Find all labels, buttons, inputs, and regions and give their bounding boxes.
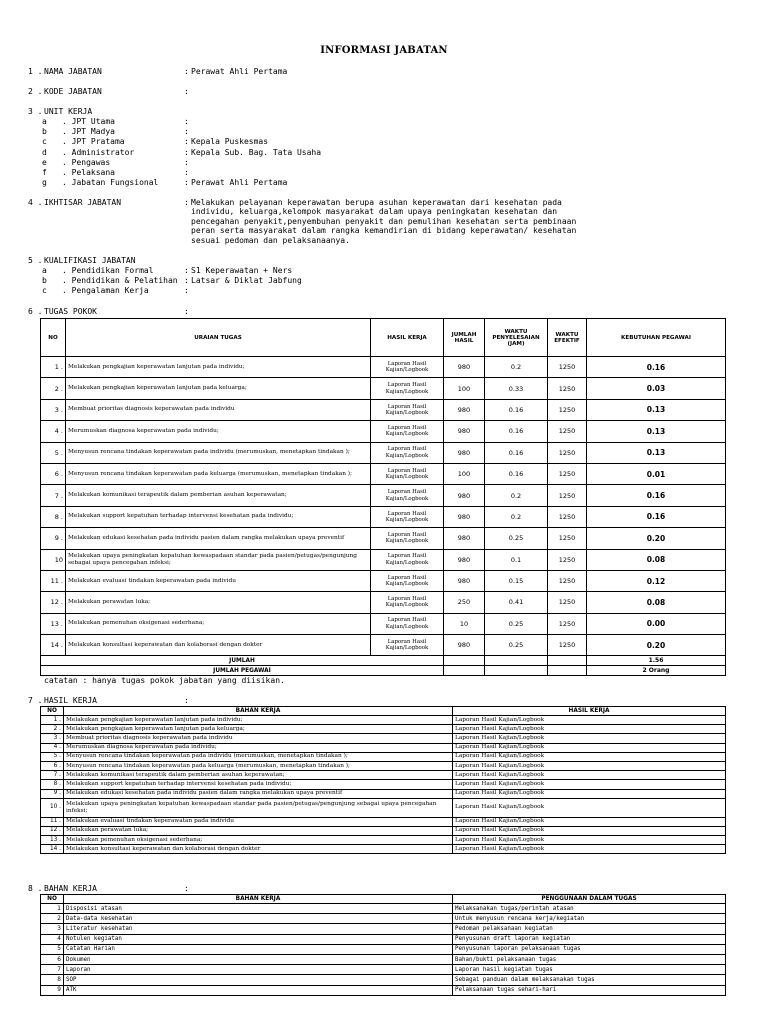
sub-item-letter: g: [42, 178, 47, 188]
uraian-tugas: Melakukan upaya peningkatan kepatuhan kewaspadaan standar pada pasien/petugas/pengunjung sebagai upaya pencegahan infeksi;: [66, 549, 371, 570]
hasil-kerja: Laporan Hasil Kajian/Logbook: [371, 378, 444, 399]
row-number: 4 .: [41, 743, 64, 752]
table-row: [41, 399, 726, 420]
jumlah-hasil: 10: [444, 613, 485, 634]
uraian-tugas: Membuat prioritas diagnosis keperawatan pada individu: [66, 399, 371, 420]
table-row: [41, 613, 726, 634]
jumlah-pegawai-value: 2 Orang: [587, 666, 726, 676]
bahan-kerja: Melakukan konsultasi keperawatan dan kolaborasi dengan dokter: [64, 845, 453, 854]
table-row: [41, 528, 726, 549]
col-header-bahan: BAHAN KERJA: [64, 707, 453, 716]
section-label: KODE JABATAN: [44, 87, 102, 96]
row-number: 12 .: [41, 826, 64, 835]
row-number: 12 .: [41, 592, 66, 613]
colon: :: [184, 198, 189, 207]
table-row: [41, 924, 726, 934]
bahan-kerja: Menyusun rencana tindakan keperawatan pada individu (merumuskan, menetapkan tindakan );: [64, 752, 453, 761]
kebutuhan-pegawai: 0.08: [587, 549, 726, 570]
bahan-kerja: Literatur kesehatan: [64, 924, 453, 934]
kebutuhan-pegawai: 0.16: [587, 506, 726, 527]
sub-item-value: Perawat Ahli Pertama: [191, 178, 288, 188]
penggunaan-tugas: Penyusunan laporan pelaksanaan tugas: [453, 944, 726, 954]
table-row: [41, 780, 726, 789]
waktu-penyelesaian: 0.2: [485, 357, 548, 378]
section-number: 5 .: [28, 256, 43, 265]
row-number: 1: [41, 904, 64, 914]
waktu-efektif: 1250: [548, 506, 587, 527]
waktu-penyelesaian: 0.25: [485, 528, 548, 549]
colon: :: [184, 117, 189, 126]
uraian-tugas: Melakukan pemenuhan oksigenasi sederhana;: [66, 613, 371, 634]
jumlah-hasil: 980: [444, 635, 485, 656]
col-header-waktu: WAKTU PENYELESAIAN (JAM): [485, 319, 548, 357]
row-number: 9: [41, 985, 64, 995]
document-title: INFORMASI JABATAN: [320, 45, 448, 56]
hasil-kerja: Laporan Hasil Kajian/Logbook: [453, 789, 726, 798]
row-number: 13 .: [41, 836, 64, 845]
table-row: [41, 463, 726, 484]
row-number: 5: [41, 944, 64, 954]
empty-cell: [548, 656, 587, 666]
uraian-tugas: Melakukan komunikasi terapeutik dalam pemberian asuhan keperawatan;: [66, 485, 371, 506]
penggunaan-tugas: Pelaksanaan tugas sehari-hari: [453, 985, 726, 995]
bahan-kerja: Melakukan support kepatuhan terhadap intervensi kesehatan pada individu;: [64, 780, 453, 789]
section-number: 2 .: [28, 87, 43, 96]
uraian-tugas: Menyusun rencana tindakan keperawatan pada keluarga (merumuskan, menetapkan tindakan );: [66, 463, 371, 484]
penggunaan-tugas: Penyusunan draft laporan kegiatan: [453, 934, 726, 944]
waktu-efektif: 1250: [548, 442, 587, 463]
row-number: 7 .: [41, 485, 66, 506]
waktu-efektif: 1250: [548, 592, 587, 613]
uraian-tugas: Melakukan perawatan luka;: [66, 592, 371, 613]
bahan-kerja: Merumuskan diagnosa keperawatan pada individu;: [64, 743, 453, 752]
uraian-tugas: Melakukan pengkajian keperawatan lanjutan pada individu;: [66, 357, 371, 378]
sub-item-value: Latsar & Diklat Jabfung: [191, 276, 302, 286]
kebutuhan-pegawai: 0.13: [587, 399, 726, 420]
jumlah-hasil: 100: [444, 378, 485, 399]
jumlah-hasil: 980: [444, 506, 485, 527]
hasil-kerja: Laporan Hasil Kajian/Logbook: [453, 817, 726, 826]
waktu-penyelesaian: 0.25: [485, 635, 548, 656]
bahan-kerja: Melakukan evaluasi tindakan keperawatan pada individu: [64, 817, 453, 826]
uraian-tugas: Melakukan pengkajian keperawatan lanjutan pada keluarga;: [66, 378, 371, 399]
bahan-kerja-table: [40, 894, 726, 996]
section-number: 8 .: [28, 884, 43, 893]
penggunaan-tugas: Laporan hasil kegiatan tugas: [453, 965, 726, 975]
hasil-kerja-table: [40, 706, 726, 854]
uraian-tugas: Melakukan support kepatuhan terhadap intervensi kesehatan pada individu;: [66, 506, 371, 527]
waktu-penyelesaian: 0.41: [485, 592, 548, 613]
row-number: 4: [41, 934, 64, 944]
row-number: 14 .: [41, 635, 66, 656]
ikhtisar-text: Melakukan pelayanan keperawatan berupa asuhan keperawatan dari kesehatan pada individu, keluarga,kelompok masyarakat dalam upaya peningkatan kesehatan dan pencegahan penyakit,penyembuhan penyakit dan pemulihan kesehatan serta pembinaan peran serta masyarakat dalam rangka kemandirian di bidang keperawatan/ kesehatan sesuai pedoman dan pelaksanaanya.: [191, 198, 577, 245]
row-number: 2: [41, 914, 64, 924]
bahan-kerja: Melakukan pemenuhan oksigenasi sederhana;: [64, 836, 453, 845]
penggunaan-tugas: Pedoman pelaksanaan kegiatan: [453, 924, 726, 934]
bahan-kerja: Menyusun rencana tindakan keperawatan pada keluarga (merumuskan, menetapkan tindakan );: [64, 761, 453, 770]
table-row: [41, 549, 726, 570]
waktu-efektif: 1250: [548, 399, 587, 420]
colon: :: [184, 178, 189, 188]
colon: :: [184, 127, 189, 137]
row-number: 11 .: [41, 817, 64, 826]
row-number: 7 .: [41, 771, 64, 780]
bahan-kerja: Disposisi atasan: [64, 904, 453, 914]
table-row: [41, 771, 726, 780]
section-label: KUALIFIKASI JABATAN: [44, 256, 136, 265]
uraian-tugas: Melakukan edukasi kesehatan pada individu pasien dalam rangka melakukan upaya preventif: [66, 528, 371, 549]
row-number: 8: [41, 975, 64, 985]
jumlah-label: JUMLAH: [41, 656, 444, 666]
sub-item-value: S1 Keperawatan + Ners: [191, 266, 293, 275]
sub-item-label: . Pengalaman Kerja: [62, 286, 149, 296]
table-row: [41, 836, 726, 845]
hasil-kerja: Laporan Hasil Kajian/Logbook: [453, 725, 726, 734]
colon: :: [184, 286, 189, 296]
jumlah-row: [41, 656, 726, 666]
hasil-kerja: Laporan Hasil Kajian/Logbook: [371, 592, 444, 613]
waktu-efektif: 1250: [548, 357, 587, 378]
hasil-kerja: Laporan Hasil Kajian/Logbook: [371, 613, 444, 634]
table-row: [41, 725, 726, 734]
hasil-kerja: Laporan Hasil Kajian/Logbook: [371, 570, 444, 591]
sub-item-letter: c: [42, 137, 47, 147]
colon: :: [184, 147, 189, 157]
jumlah-hasil: 980: [444, 485, 485, 506]
col-header-no: NO: [41, 707, 64, 716]
hasil-kerja: Laporan Hasil Kajian/Logbook: [371, 549, 444, 570]
row-number: 7: [41, 965, 64, 975]
sub-item-letter: e: [42, 157, 47, 167]
hasil-kerja: Laporan Hasil Kajian/Logbook: [453, 826, 726, 835]
sub-item-value: Kepala Sub. Bag. Tata Usaha: [191, 147, 322, 157]
penggunaan-tugas: Untuk menyusun rencana kerja/kegiatan: [453, 914, 726, 924]
penggunaan-tugas: Melaksanakan tugas/perintah atasan: [453, 904, 726, 914]
bahan-kerja: Data-data kesehatan: [64, 914, 453, 924]
jumlah-pegawai-row: [41, 666, 726, 676]
row-number: 2 .: [41, 725, 64, 734]
sub-item-label: . JPT Utama: [62, 117, 115, 126]
sub-item-letter: f: [42, 168, 47, 177]
jumlah-hasil: 250: [444, 592, 485, 613]
empty-cell: [485, 666, 548, 676]
row-number: 5 .: [41, 752, 64, 761]
row-number: 3: [41, 924, 64, 934]
jumlah-hasil: 100: [444, 463, 485, 484]
col-header-jumlah: JUMLAH HASIL: [444, 319, 485, 357]
section-label: UNIT KERJA: [44, 107, 93, 116]
kebutuhan-pegawai: 0.01: [587, 463, 726, 484]
hasil-kerja: Laporan Hasil Kajian/Logbook: [371, 635, 444, 656]
table-row: [41, 845, 726, 854]
hasil-kerja: Laporan Hasil Kajian/Logbook: [453, 771, 726, 780]
hasil-kerja: Laporan Hasil Kajian/Logbook: [371, 357, 444, 378]
empty-cell: [548, 666, 587, 676]
table-row: [41, 485, 726, 506]
bahan-kerja: Catatan Harian: [64, 944, 453, 954]
col-header-no: NO: [41, 319, 66, 357]
sub-item-label: . Pelaksana: [62, 168, 115, 177]
table-row: [41, 752, 726, 761]
row-number: 8 .: [41, 780, 64, 789]
colon: :: [184, 87, 189, 96]
section-number: 7 .: [28, 696, 43, 705]
section-label: TUGAS POKOK: [44, 307, 97, 316]
table-row: [41, 506, 726, 527]
empty-cell: [485, 656, 548, 666]
col-header-kebutuhan: KEBUTUHAN PEGAWAI: [587, 319, 726, 357]
tugas-pokok-table: [40, 318, 726, 676]
waktu-penyelesaian: 0.16: [485, 421, 548, 442]
row-number: 1 .: [41, 716, 64, 725]
row-number: 3 .: [41, 734, 64, 743]
jumlah-pegawai-label: JUMLAH PEGAWAI: [41, 666, 444, 676]
table-row: [41, 761, 726, 770]
sub-item-letter: d: [42, 147, 47, 157]
kebutuhan-pegawai: 0.03: [587, 378, 726, 399]
table-row: [41, 954, 726, 964]
table-row: [41, 798, 726, 817]
row-number: 13 .: [41, 613, 66, 634]
uraian-tugas: Melakukan konsultasi keperawatan dan kolaborasi dengan dokter: [66, 635, 371, 656]
hasil-kerja: Laporan Hasil Kajian/Logbook: [453, 743, 726, 752]
waktu-efektif: 1250: [548, 378, 587, 399]
table-row: [41, 975, 726, 985]
sub-item-label: . Pendidikan & Pelatihan: [62, 276, 178, 286]
bahan-kerja: ATK: [64, 985, 453, 995]
sub-item-label: . Jabatan Fungsional: [62, 178, 159, 188]
jumlah-hasil: 980: [444, 549, 485, 570]
row-number: 6: [41, 954, 64, 964]
table-row: [41, 734, 726, 743]
waktu-penyelesaian: 0.2: [485, 506, 548, 527]
table-row: [41, 789, 726, 798]
colon: :: [184, 168, 189, 177]
sub-item-label: . JPT Madya: [62, 127, 115, 137]
section-number: 4 .: [28, 198, 43, 207]
row-number: 6 .: [41, 761, 64, 770]
waktu-penyelesaian: 0.15: [485, 570, 548, 591]
kebutuhan-pegawai: 0.13: [587, 421, 726, 442]
row-number: 2 .: [41, 378, 66, 399]
section-label: IKHTISAR JABATAN: [44, 198, 122, 207]
bahan-kerja: Notulen kegiatan: [64, 934, 453, 944]
bahan-kerja: Melakukan pengkajian keperawatan lanjutan pada keluarga;: [64, 725, 453, 734]
sub-item-letter: a: [42, 117, 47, 126]
hasil-kerja: Laporan Hasil Kajian/Logbook: [371, 506, 444, 527]
table-row: [41, 826, 726, 835]
hasil-kerja: Laporan Hasil Kajian/Logbook: [371, 421, 444, 442]
bahan-kerja: Melakukan pengkajian keperawatan lanjutan pada individu;: [64, 716, 453, 725]
empty-cell: [444, 656, 485, 666]
hasil-kerja: Laporan Hasil Kajian/Logbook: [371, 485, 444, 506]
sub-item-letter: a: [42, 266, 47, 275]
colon: :: [184, 67, 189, 76]
jumlah-hasil: 980: [444, 442, 485, 463]
catatan-note: catatan : hanya tugas pokok jabatan yang diisikan.: [44, 676, 285, 685]
uraian-tugas: Melakukan evaluasi tindakan keperawatan pada individu: [66, 570, 371, 591]
colon: :: [184, 266, 189, 275]
hasil-kerja: Laporan Hasil Kajian/Logbook: [371, 463, 444, 484]
bahan-kerja: SOP: [64, 975, 453, 985]
table-row: [41, 421, 726, 442]
table-header-row: [41, 895, 726, 904]
colon: :: [184, 157, 189, 167]
table-row: [41, 965, 726, 975]
hasil-kerja: Laporan Hasil Kajian/Logbook: [453, 798, 726, 817]
waktu-penyelesaian: 0.16: [485, 442, 548, 463]
hasil-kerja: Laporan Hasil Kajian/Logbook: [371, 442, 444, 463]
row-number: 4 .: [41, 421, 66, 442]
sub-item-label: . JPT Pratama: [62, 137, 125, 147]
col-header-efektif: WAKTU EFEKTIF: [548, 319, 587, 357]
col-header-guna: PENGGUNAAN DALAM TUGAS: [453, 895, 726, 904]
waktu-efektif: 1250: [548, 570, 587, 591]
waktu-efektif: 1250: [548, 613, 587, 634]
hasil-kerja: Laporan Hasil Kajian/Logbook: [453, 761, 726, 770]
sub-item-label: . Pengawas: [62, 157, 111, 167]
section-label: BAHAN KERJA: [44, 884, 97, 893]
table-row: [41, 716, 726, 725]
sub-item-letter: b: [42, 276, 47, 286]
table-row: [41, 442, 726, 463]
sub-item-label: . Pendidikan Formal: [62, 266, 154, 275]
col-header-uraian: URAIAN TUGAS: [66, 319, 371, 357]
waktu-efektif: 1250: [548, 485, 587, 506]
row-number: 14 .: [41, 845, 64, 854]
section-number: 6 .: [28, 307, 43, 316]
jumlah-hasil: 980: [444, 399, 485, 420]
bahan-kerja: Dokumen: [64, 954, 453, 964]
waktu-penyelesaian: 0.25: [485, 613, 548, 634]
table-row: [41, 985, 726, 995]
waktu-penyelesaian: 0.16: [485, 399, 548, 420]
waktu-efektif: 1250: [548, 463, 587, 484]
colon: :: [184, 137, 189, 147]
waktu-penyelesaian: 0.16: [485, 463, 548, 484]
col-header-hasil: HASIL KERJA: [371, 319, 444, 357]
sub-item-letter: c: [42, 286, 47, 296]
kebutuhan-pegawai: 0.20: [587, 635, 726, 656]
kebutuhan-pegawai: 0.16: [587, 357, 726, 378]
kebutuhan-pegawai: 0.12: [587, 570, 726, 591]
row-number: 8 .: [41, 506, 66, 527]
sub-item-value: Kepala Puskesmas: [191, 137, 269, 147]
colon: :: [184, 696, 189, 705]
colon: :: [184, 884, 189, 893]
kebutuhan-pegawai: 0.00: [587, 613, 726, 634]
hasil-kerja: Laporan Hasil Kajian/Logbook: [453, 752, 726, 761]
kebutuhan-pegawai: 0.13: [587, 442, 726, 463]
row-number: 5 .: [41, 442, 66, 463]
kebutuhan-pegawai: 0.08: [587, 592, 726, 613]
table-row: [41, 635, 726, 656]
table-row: [41, 914, 726, 924]
colon: :: [184, 276, 189, 286]
waktu-penyelesaian: 0.33: [485, 378, 548, 399]
row-number: 10: [41, 549, 66, 570]
row-number: 9 .: [41, 789, 64, 798]
jumlah-hasil: 980: [444, 421, 485, 442]
table-row: [41, 378, 726, 399]
bahan-kerja: Melakukan edukasi kesehatan pada individu pasien dalam rangka melakukan upaya preventif: [64, 789, 453, 798]
row-number: 10 .: [41, 798, 64, 817]
hasil-kerja: Laporan Hasil Kajian/Logbook: [453, 845, 726, 854]
hasil-kerja: Laporan Hasil Kajian/Logbook: [453, 734, 726, 743]
section-number: 3 .: [28, 107, 43, 116]
waktu-penyelesaian: 0.2: [485, 485, 548, 506]
table-row: [41, 570, 726, 591]
waktu-efektif: 1250: [548, 635, 587, 656]
uraian-tugas: Merumuskan diagnosa keperawatan pada individu;: [66, 421, 371, 442]
table-row: [41, 357, 726, 378]
kebutuhan-pegawai: 0.16: [587, 485, 726, 506]
jumlah-hasil: 980: [444, 528, 485, 549]
table-row: [41, 817, 726, 826]
table-header-row: [41, 707, 726, 716]
row-number: 11 .: [41, 570, 66, 591]
table-row: [41, 934, 726, 944]
bahan-kerja: Melakukan perawatan luka;: [64, 826, 453, 835]
col-header-hasil: HASIL KERJA: [453, 707, 726, 716]
uraian-tugas: Menyusun rencana tindakan keperawatan pada individu (merumuskan, menetapkan tindakan );: [66, 442, 371, 463]
hasil-kerja: Laporan Hasil Kajian/Logbook: [453, 716, 726, 725]
section-number: 1 .: [28, 67, 43, 76]
kebutuhan-pegawai: 0.20: [587, 528, 726, 549]
table-row: [41, 904, 726, 914]
bahan-kerja: Laporan: [64, 965, 453, 975]
hasil-kerja: Laporan Hasil Kajian/Logbook: [453, 836, 726, 845]
col-header-bahan: BAHAN KERJA: [64, 895, 453, 904]
hasil-kerja: Laporan Hasil Kajian/Logbook: [371, 528, 444, 549]
row-number: 1 .: [41, 357, 66, 378]
penggunaan-tugas: Bahan/bukti pelaksanaan tugas: [453, 954, 726, 964]
table-row: [41, 592, 726, 613]
row-number: 6 .: [41, 463, 66, 484]
sub-item-label: . Administrator: [62, 147, 135, 157]
jumlah-hasil: 980: [444, 357, 485, 378]
section-label: HASIL KERJA: [44, 696, 97, 705]
section-value: Perawat Ahli Pertama: [191, 67, 288, 76]
jumlah-hasil: 980: [444, 570, 485, 591]
waktu-efektif: 1250: [548, 421, 587, 442]
table-header-row: [41, 319, 726, 357]
row-number: 9 .: [41, 528, 66, 549]
section-label: NAMA JABATAN: [44, 67, 102, 76]
table-row: [41, 944, 726, 954]
waktu-penyelesaian: 0.1: [485, 549, 548, 570]
table-row: [41, 743, 726, 752]
penggunaan-tugas: Sebagai panduan dalam melaksanakan tugas: [453, 975, 726, 985]
bahan-kerja: Membuat prioritas diagnosis keperawatan pada individu: [64, 734, 453, 743]
waktu-efektif: 1250: [548, 549, 587, 570]
col-header-no: NO: [41, 895, 64, 904]
empty-cell: [444, 666, 485, 676]
row-number: 3 .: [41, 399, 66, 420]
sub-item-letter: b: [42, 127, 47, 137]
waktu-efektif: 1250: [548, 528, 587, 549]
bahan-kerja: Melakukan upaya peningkatan kepatuhan kewaspadaan standar pada pasien/petugas/pengunjung sebagai upaya pencegahan infeksi;: [64, 798, 453, 817]
jumlah-value: 1.56: [587, 656, 726, 666]
colon: :: [184, 307, 189, 316]
hasil-kerja: Laporan Hasil Kajian/Logbook: [371, 399, 444, 420]
hasil-kerja: Laporan Hasil Kajian/Logbook: [453, 780, 726, 789]
bahan-kerja: Melakukan komunikasi terapeutik dalam pemberian asuhan keperawatan;: [64, 771, 453, 780]
